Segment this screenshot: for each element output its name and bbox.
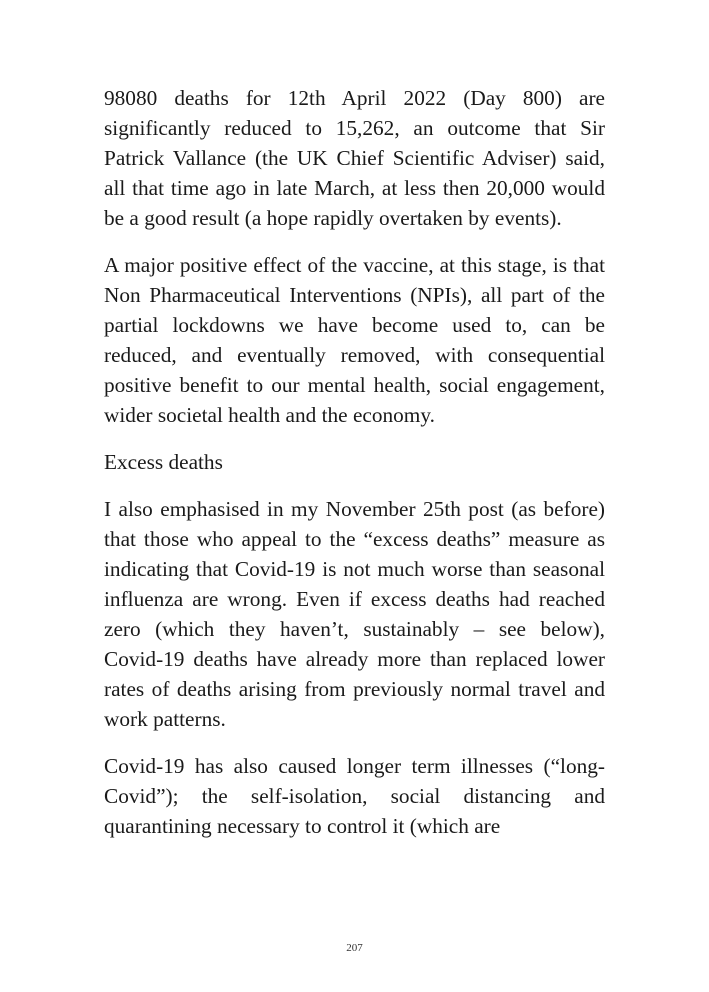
page-body xyxy=(104,83,605,858)
paragraph-vaccine-effect: A major positive effect of the vaccine, at this stage, is that Non Pharmaceutical Interventions (NPIs), all part of the partial lockdowns we have become used to, can be reduced, and eventually removed, with consequential positive benefit to our mental health, social engagement, wider societal health and the economy. xyxy=(104,253,605,427)
section-heading-excess-deaths: Excess deaths xyxy=(104,450,223,474)
paragraph-excess-deaths: I also emphasised in my November 25th post (as before) that those who appeal to the “excess deaths” measure as indicating that Covid-19 is not much worse than seasonal influenza are wrong. Even if excess deaths had reached zero (which they haven’t, sustainably – see below), Covid-19 deaths have already more than replaced lower rates of deaths arising from previously normal travel and work patterns. xyxy=(104,497,605,731)
paragraph-deaths-forecast: 98080 deaths for 12th April 2022 (Day 800) are significantly reduced to 15,262, an outcome that Sir Patrick Vallance (the UK Chief Scientific Adviser) said, all that time ago in late March, at less then 20,000 would be a good result (a hope rapidly overtaken by events). xyxy=(104,86,605,230)
paragraph-long-covid: Covid-19 has also caused longer term illnesses (“long-Covid”); the self-isolation, social distancing and quarantining necessary to control it (which are xyxy=(104,754,605,838)
page-number: 207 xyxy=(346,942,363,954)
